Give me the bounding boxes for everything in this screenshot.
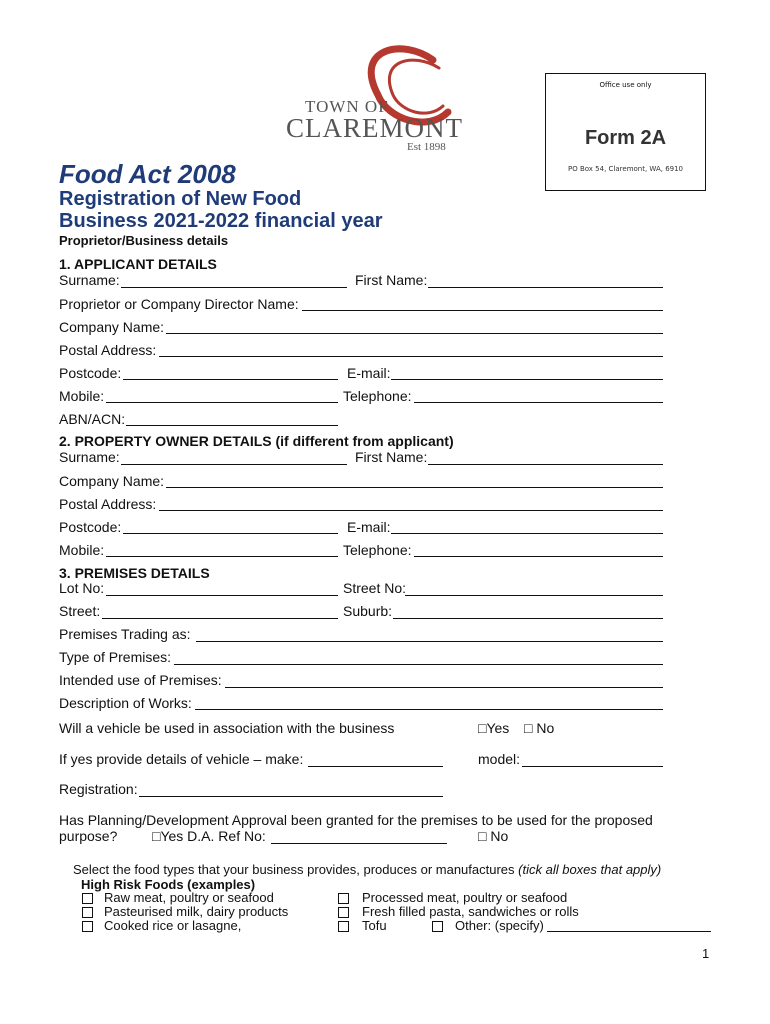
- planning-question-line1: Has Planning/Development Approval been granted for the premises to be used for the proposed: [59, 812, 653, 828]
- applicant-postcode-field[interactable]: [123, 379, 338, 380]
- premises-lot-label: Lot No:: [59, 580, 105, 596]
- owner-postal-label: Postal Address:: [59, 496, 157, 512]
- premises-intended-label: Intended use of Premises:: [59, 672, 222, 688]
- owner-mobile-field[interactable]: [106, 556, 338, 557]
- owner-heading: 2. PROPERTY OWNER DETAILS (if different from applicant): [59, 433, 454, 449]
- owner-first-name-label: First Name:: [355, 449, 428, 465]
- vehicle-yes-checkbox[interactable]: □Yes: [478, 720, 510, 736]
- food-option-label: Pasteurised milk, dairy products: [104, 904, 289, 919]
- high-risk-heading: High Risk Foods (examples): [81, 877, 256, 892]
- applicant-first-name-field[interactable]: [428, 287, 663, 288]
- applicant-proprietor-field[interactable]: [302, 310, 663, 311]
- office-use-box: [545, 73, 706, 191]
- food-other-checkbox[interactable]: [432, 921, 443, 932]
- owner-company-field[interactable]: [166, 487, 663, 488]
- owner-mobile-label: Mobile:: [59, 542, 105, 558]
- town-logo: [283, 40, 463, 158]
- owner-email-field[interactable]: [391, 533, 663, 534]
- food-types-intro-text: Select the food types that your business provides, produces or manufactures: [73, 862, 515, 877]
- applicant-email-label: E-mail:: [347, 365, 391, 381]
- applicant-postcode-label: Postcode:: [59, 365, 122, 381]
- owner-first-name-field[interactable]: [428, 464, 663, 465]
- section-subtitle: Proprietor/Business details: [59, 233, 229, 248]
- applicant-heading: 1. APPLICANT DETAILS: [59, 256, 217, 272]
- owner-surname-field[interactable]: [121, 464, 347, 465]
- registration-title-line1: Registration of New Food: [59, 188, 302, 210]
- applicant-mobile-label: Mobile:: [59, 388, 105, 404]
- premises-type-label: Type of Premises:: [59, 649, 172, 665]
- premises-intended-field[interactable]: [225, 687, 663, 688]
- food-option-label: Raw meat, poultry or seafood: [104, 890, 274, 905]
- premises-heading: 3. PREMISES DETAILS: [59, 565, 210, 581]
- form-number: Form 2A: [584, 127, 667, 149]
- office-use-label: Office use only: [599, 81, 652, 89]
- owner-telephone-label: Telephone:: [343, 542, 412, 558]
- food-other-field[interactable]: [547, 931, 711, 932]
- food-checkbox[interactable]: [82, 893, 93, 904]
- food-checkbox[interactable]: [82, 907, 93, 918]
- applicant-company-field[interactable]: [166, 333, 663, 334]
- applicant-abn-label: ABN/ACN:: [59, 411, 126, 427]
- act-title: Food Act 2008: [59, 159, 236, 189]
- vehicle-make-field[interactable]: [308, 766, 443, 767]
- vehicle-no-checkbox[interactable]: □ No: [524, 720, 555, 736]
- applicant-first-name-label: First Name:: [355, 272, 428, 288]
- premises-street-field[interactable]: [102, 618, 338, 619]
- applicant-postal-label: Postal Address:: [59, 342, 157, 358]
- applicant-telephone-field[interactable]: [414, 402, 663, 403]
- owner-postal-field[interactable]: [159, 510, 663, 511]
- registration-title-line2: Business 2021-2022 financial year: [59, 210, 383, 232]
- vehicle-question: Will a vehicle be used in association with the business: [59, 720, 395, 736]
- planning-yes-checkbox[interactable]: □Yes D.A. Ref No:: [152, 828, 266, 844]
- premises-lot-field[interactable]: [106, 595, 338, 596]
- food-other-label: Other: (specify): [455, 918, 544, 933]
- vehicle-model-label: model:: [478, 751, 521, 767]
- vehicle-model-field[interactable]: [522, 766, 663, 767]
- food-option-label: Fresh filled pasta, sandwiches or rolls: [362, 904, 579, 919]
- premises-street-label: Street:: [59, 603, 101, 619]
- owner-postcode-label: Postcode:: [59, 519, 122, 535]
- applicant-surname-label: Surname:: [59, 272, 120, 288]
- food-checkbox[interactable]: [338, 921, 349, 932]
- food-checkbox[interactable]: [338, 907, 349, 918]
- planning-no-checkbox[interactable]: □ No: [478, 828, 509, 844]
- applicant-surname-field[interactable]: [121, 287, 347, 288]
- da-ref-field[interactable]: [271, 843, 447, 844]
- premises-suburb-label: Suburb:: [343, 603, 393, 619]
- logo-est: Est 1898: [407, 141, 446, 153]
- premises-trading-label: Premises Trading as:: [59, 626, 191, 642]
- food-option-label: Tofu: [362, 918, 387, 933]
- owner-email-label: E-mail:: [347, 519, 391, 535]
- applicant-email-field[interactable]: [391, 379, 663, 380]
- food-option-label: Cooked rice or lasagne,: [104, 918, 242, 933]
- owner-company-label: Company Name:: [59, 473, 165, 489]
- po-box-address: PO Box 54, Claremont, WA, 6910: [567, 165, 684, 173]
- applicant-postal-field[interactable]: [159, 356, 663, 357]
- registration-field[interactable]: [139, 796, 443, 797]
- logo-claremont: CLAREMONT: [286, 113, 463, 143]
- premises-street-no-label: Street No:: [343, 580, 407, 596]
- registration-label: Registration:: [59, 781, 138, 797]
- food-checkbox[interactable]: [82, 921, 93, 932]
- planning-question-line2: purpose?: [59, 828, 118, 844]
- premises-type-field[interactable]: [174, 664, 663, 665]
- owner-telephone-field[interactable]: [414, 556, 663, 557]
- food-types-intro: [73, 862, 661, 877]
- owner-postcode-field[interactable]: [123, 533, 338, 534]
- applicant-company-label: Company Name:: [59, 319, 165, 335]
- premises-trading-field[interactable]: [196, 641, 663, 642]
- food-option-label: Processed meat, poultry or seafood: [362, 890, 568, 905]
- premises-street-no-field[interactable]: [405, 595, 663, 596]
- applicant-telephone-label: Telephone:: [343, 388, 412, 404]
- owner-surname-label: Surname:: [59, 449, 120, 465]
- applicant-abn-field[interactable]: [126, 425, 338, 426]
- food-types-intro-note: (tick all boxes that apply): [518, 862, 662, 877]
- premises-description-label: Description of Works:: [59, 695, 192, 711]
- applicant-proprietor-label: Proprietor or Company Director Name:: [59, 296, 299, 312]
- page-number: 1: [702, 946, 710, 961]
- premises-suburb-field[interactable]: [393, 618, 663, 619]
- vehicle-make-label: If yes provide details of vehicle – make:: [59, 751, 304, 767]
- applicant-mobile-field[interactable]: [106, 402, 338, 403]
- premises-description-field[interactable]: [195, 709, 663, 710]
- food-checkbox[interactable]: [338, 893, 349, 904]
- registration-title: [59, 188, 383, 232]
- logo-town-of: TOWN OF: [305, 97, 389, 116]
